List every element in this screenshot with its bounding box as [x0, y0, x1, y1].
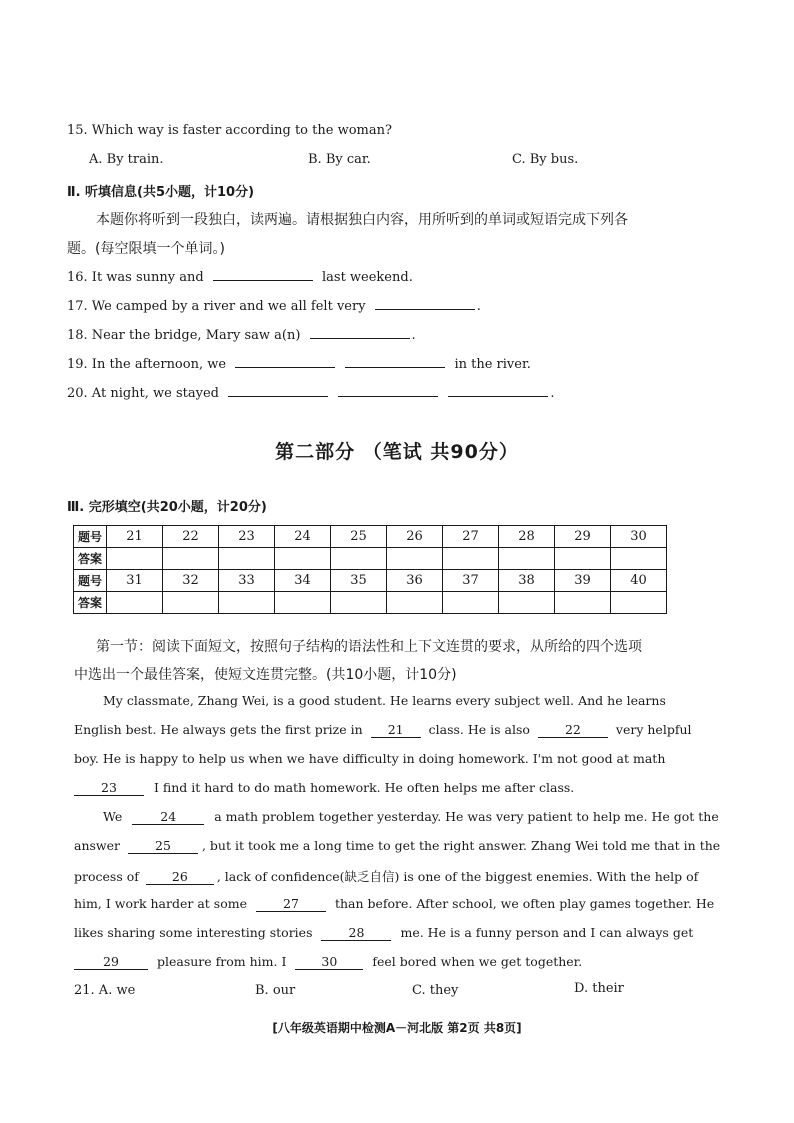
answer-cell[interactable]	[555, 592, 611, 614]
answer-cell[interactable]	[163, 592, 219, 614]
cloze-blank-28[interactable]: 28	[321, 926, 391, 941]
grid-number-cell: 22	[163, 526, 219, 548]
answer-cell[interactable]	[107, 592, 163, 614]
answer-cell[interactable]	[275, 592, 331, 614]
grid-number-cell: 39	[555, 570, 611, 592]
grid-number-cell: 40	[611, 570, 667, 592]
passage-line-7	[74, 867, 698, 885]
cloze-blank-22[interactable]: 22	[538, 723, 608, 738]
passage-line-2	[74, 722, 692, 738]
part-2-title: 第二部分 （笔试 共90分）	[275, 441, 519, 463]
passage-text: , lack of confidence(缺乏自信) is one of the biggest enemies. With the help of	[216, 869, 699, 884]
passage-text: very helpful	[615, 722, 692, 737]
grid-number-cell: 32	[163, 570, 219, 592]
grid-number-cell: 24	[275, 526, 331, 548]
passage-line-10	[74, 954, 582, 970]
answer-grid-answer-row-2	[74, 592, 667, 614]
grid-number-cell: 28	[499, 526, 555, 548]
question-15-option-a: A. By train.	[89, 152, 164, 167]
question-18	[67, 325, 416, 343]
answer-cell[interactable]	[387, 592, 443, 614]
answer-grid-number-row-2	[74, 570, 667, 592]
passage-line-9	[74, 925, 693, 941]
answer-grid-number-row-1	[74, 526, 667, 548]
answer-cell[interactable]	[163, 548, 219, 570]
answer-blank-17[interactable]	[375, 296, 475, 310]
passage-line-1: My classmate, Zhang Wei, is a good student. He learns every subject well. And he learns	[103, 693, 666, 708]
grid-number-cell: 34	[275, 570, 331, 592]
passage-line-3: boy. He is happy to help us when we have difficulty in doing homework. I'm not good at math	[74, 751, 666, 766]
answer-cell[interactable]	[611, 592, 667, 614]
passage-line-5	[103, 809, 719, 825]
grid-number-cell: 21	[107, 526, 163, 548]
answer-cell[interactable]	[275, 548, 331, 570]
question-16-tail: last weekend.	[321, 270, 413, 285]
passage-line-8	[74, 896, 714, 912]
answer-cell[interactable]	[443, 592, 499, 614]
answer-grid-answer-row-1	[74, 548, 667, 570]
grid-number-cell: 29	[555, 526, 611, 548]
answer-blank-18[interactable]	[310, 325, 410, 339]
passage-line-6	[74, 838, 720, 854]
grid-number-cell: 27	[443, 526, 499, 548]
passage-text: answer	[74, 838, 120, 853]
passage-text: pleasure from him. I	[156, 954, 287, 969]
part-1-instruction-line1: 第一节：阅读下面短文，按照句子结构的语法性和上下文连贯的要求，从所给的四个选项	[96, 639, 642, 655]
answer-cell[interactable]	[331, 592, 387, 614]
row-label-number: 题号	[74, 570, 107, 592]
question-17-text: 17. We camped by a river and we all felt very	[67, 299, 366, 314]
passage-text: a math problem together yesterday. He was very patient to help me. He got the	[214, 809, 719, 824]
grid-number-cell: 33	[219, 570, 275, 592]
passage-text: me. He is a funny person and I can always get	[400, 925, 694, 940]
answer-blank-20a[interactable]	[228, 383, 328, 397]
question-19	[67, 354, 531, 372]
grid-number-cell: 36	[387, 570, 443, 592]
answer-cell[interactable]	[611, 548, 667, 570]
cloze-blank-30[interactable]: 30	[295, 955, 363, 970]
answer-blank-19a[interactable]	[235, 354, 335, 368]
passage-text: process of	[74, 869, 139, 884]
grid-number-cell: 26	[387, 526, 443, 548]
grid-number-cell: 31	[107, 570, 163, 592]
question-17-tail: .	[476, 299, 481, 314]
question-15-stem: 15. Which way is faster according to the woman?	[67, 123, 392, 138]
passage-text: , but it took me a long time to get the right answer. Zhang Wei told me that in the	[201, 838, 721, 853]
row-label-answer: 答案	[74, 592, 107, 614]
answer-cell[interactable]	[555, 548, 611, 570]
grid-number-cell: 25	[331, 526, 387, 548]
answer-cell[interactable]	[219, 548, 275, 570]
question-15-option-b: B. By car.	[308, 152, 371, 167]
passage-text: feel bored when we get together.	[372, 954, 583, 969]
cloze-blank-24[interactable]: 24	[132, 810, 204, 825]
question-19-text: 19. In the afternoon, we	[67, 357, 227, 372]
answer-cell[interactable]	[219, 592, 275, 614]
answer-cell[interactable]	[107, 548, 163, 570]
cloze-blank-27[interactable]: 27	[256, 897, 326, 912]
question-16-text: 16. It was sunny and	[67, 270, 204, 285]
question-16	[67, 267, 413, 285]
passage-text: than before. After school, we often play games together. He	[334, 896, 715, 911]
cloze-blank-21[interactable]: 21	[371, 723, 421, 738]
grid-number-cell: 38	[499, 570, 555, 592]
question-20-tail: .	[550, 386, 555, 401]
grid-number-cell: 37	[443, 570, 499, 592]
page-footer: [八年级英语期中检测A－河北版 第2页 共8页]	[272, 1021, 522, 1035]
question-20-text: 20. At night, we stayed	[67, 386, 219, 401]
answer-cell[interactable]	[499, 548, 555, 570]
answer-cell[interactable]	[387, 548, 443, 570]
answer-cell[interactable]	[331, 548, 387, 570]
row-label-answer: 答案	[74, 548, 107, 570]
answer-blank-16[interactable]	[213, 267, 313, 281]
section-2-instruction-line1: 本题你将听到一段独白，读两遍。请根据独白内容，用所听到的单词或短语完成下列各	[96, 212, 628, 228]
question-18-tail: .	[411, 328, 416, 343]
answer-blank-20b[interactable]	[338, 383, 438, 397]
answer-grid	[73, 525, 667, 614]
cloze-blank-23[interactable]: 23	[74, 781, 144, 796]
question-15-option-c: C. By bus.	[512, 152, 579, 167]
question-21-option-d: D. their	[574, 981, 624, 996]
cloze-blank-25[interactable]: 25	[128, 839, 198, 854]
section-2-heading: Ⅱ. 听填信息(共5小题，计10分)	[67, 185, 255, 200]
question-20	[67, 383, 555, 401]
answer-blank-20c[interactable]	[448, 383, 548, 397]
answer-blank-19b[interactable]	[345, 354, 445, 368]
answer-cell[interactable]	[499, 592, 555, 614]
passage-line-4	[74, 780, 574, 796]
grid-number-cell: 30	[611, 526, 667, 548]
passage-text: him, I work harder at some	[74, 896, 247, 911]
cloze-blank-26[interactable]: 26	[146, 870, 214, 885]
cloze-blank-29[interactable]: 29	[74, 955, 148, 970]
passage-text: I find it hard to do math homework. He often helps me after class.	[153, 780, 575, 795]
passage-text: We	[103, 809, 123, 824]
question-21-option-a: 21. A. we	[74, 983, 136, 998]
passage-text: class. He is also	[428, 722, 530, 737]
section-3-heading: Ⅲ. 完形填空(共20小题，计20分)	[67, 500, 267, 515]
question-18-text: 18. Near the bridge, Mary saw a(n)	[67, 328, 301, 343]
row-label-number: 题号	[74, 526, 107, 548]
question-21-option-c: C. they	[412, 983, 459, 998]
grid-number-cell: 35	[331, 570, 387, 592]
passage-text: English best. He always gets the first prize in	[74, 722, 363, 737]
question-21-option-b: B. our	[255, 983, 296, 998]
grid-number-cell: 23	[219, 526, 275, 548]
question-17	[67, 296, 481, 314]
answer-cell[interactable]	[443, 548, 499, 570]
part-1-instruction-line2: 中选出一个最佳答案，使短文连贯完整。(共10小题，计10分)	[74, 667, 457, 683]
passage-text: likes sharing some interesting stories	[74, 925, 313, 940]
section-2-instruction-line2: 题。(每空限填一个单词。)	[67, 241, 225, 257]
question-19-tail: in the river.	[454, 357, 531, 372]
